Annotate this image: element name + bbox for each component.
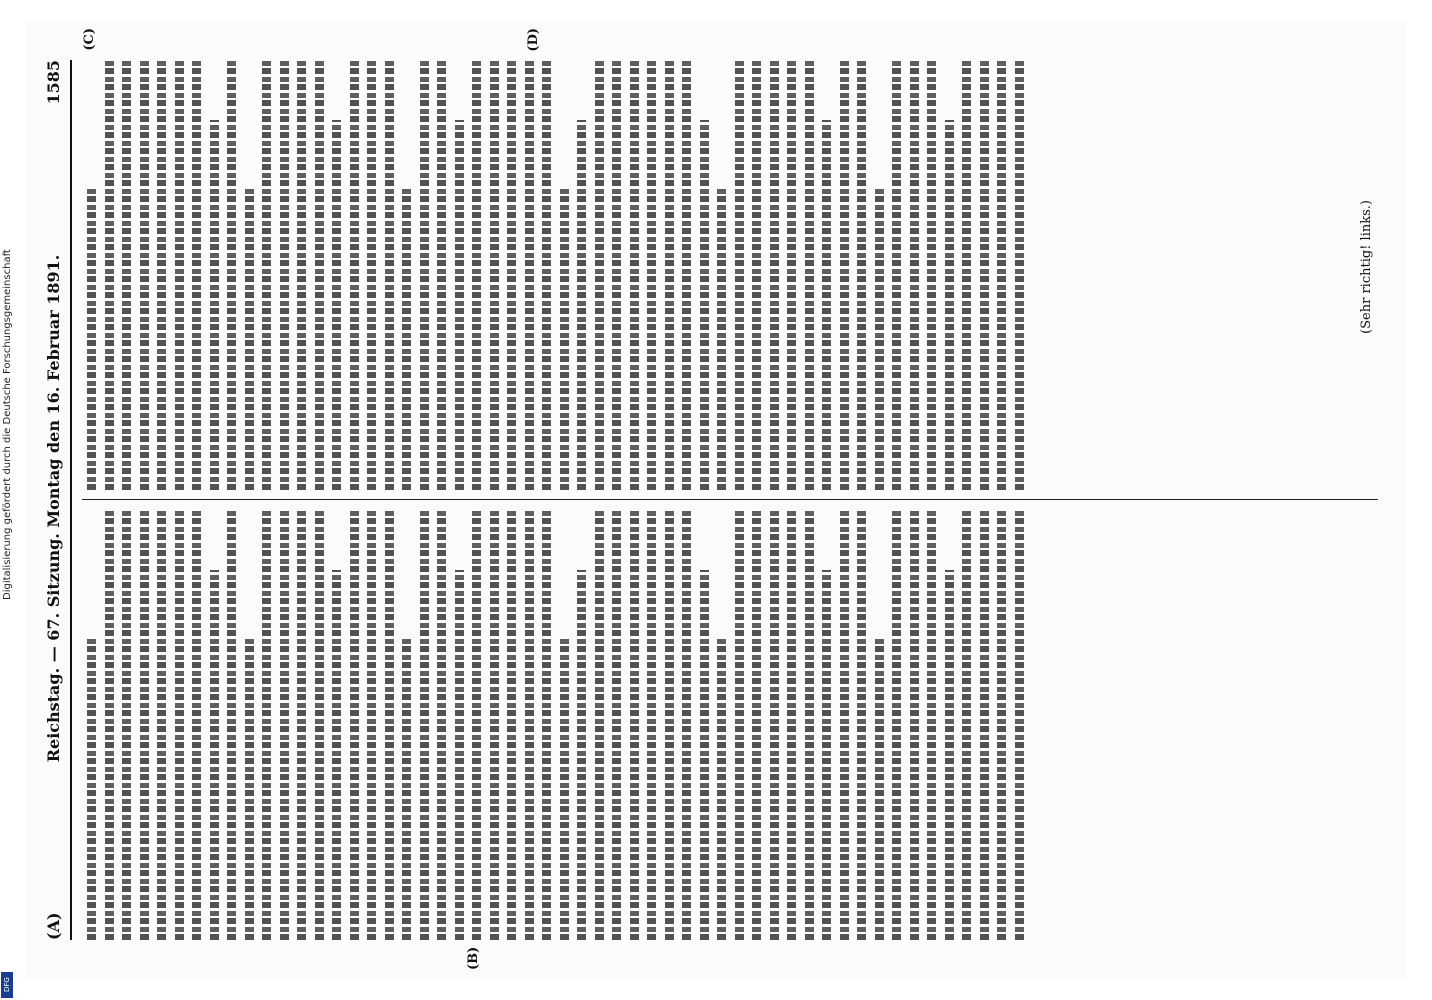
text-line-placeholder xyxy=(607,510,625,940)
text-line-ink xyxy=(612,510,621,940)
text-line-placeholder xyxy=(257,510,275,940)
text-line-ink xyxy=(175,510,184,940)
text-line-placeholder xyxy=(590,510,608,940)
text-line-placeholder xyxy=(240,60,258,490)
text-line-placeholder xyxy=(730,60,748,490)
text-line-placeholder xyxy=(887,60,905,490)
text-line-placeholder xyxy=(957,510,975,940)
text-line-ink xyxy=(630,510,639,940)
text-line-ink xyxy=(507,60,516,490)
text-line-placeholder xyxy=(432,60,450,490)
text-line-placeholder xyxy=(625,510,643,940)
text-line-placeholder xyxy=(607,60,625,490)
text-line-ink xyxy=(245,639,254,940)
text-line-placeholder xyxy=(222,510,240,940)
text-line-ink xyxy=(997,510,1006,940)
text-line-placeholder xyxy=(817,60,835,490)
text-line-placeholder xyxy=(800,60,818,490)
text-line-ink xyxy=(297,510,306,940)
text-line-ink xyxy=(297,60,306,490)
text-line-ink xyxy=(210,120,219,490)
right-column xyxy=(82,60,1378,490)
text-line-ink xyxy=(1015,510,1024,940)
text-line-placeholder xyxy=(870,510,888,940)
text-line-ink xyxy=(822,570,831,940)
dfg-logo: DFG xyxy=(1,972,13,998)
text-line-ink xyxy=(857,510,866,940)
text-line-ink xyxy=(315,60,324,490)
text-line-placeholder xyxy=(292,60,310,490)
text-line-placeholder xyxy=(555,60,573,490)
text-line-ink xyxy=(910,60,919,490)
text-line-ink xyxy=(892,60,901,490)
header-rule xyxy=(70,60,72,940)
text-line-ink xyxy=(700,120,709,490)
text-line-placeholder xyxy=(887,510,905,940)
text-line-placeholder xyxy=(712,60,730,490)
text-line-ink xyxy=(507,510,516,940)
text-line-ink xyxy=(787,510,796,940)
text-line-placeholder xyxy=(397,510,415,940)
text-line-ink xyxy=(752,510,761,940)
text-line-ink xyxy=(367,60,376,490)
text-line-placeholder xyxy=(1010,60,1028,490)
text-line-ink xyxy=(367,510,376,940)
text-line-ink xyxy=(595,60,604,490)
text-line-ink xyxy=(472,60,481,490)
text-line-placeholder xyxy=(747,510,765,940)
text-line-ink xyxy=(140,510,149,940)
text-line-placeholder xyxy=(660,60,678,490)
text-line-placeholder xyxy=(800,510,818,940)
text-line-placeholder xyxy=(100,60,118,490)
text-line-ink xyxy=(927,510,936,940)
text-line-ink xyxy=(525,60,534,490)
text-line-ink xyxy=(910,510,919,940)
text-line-placeholder xyxy=(415,510,433,940)
text-line-placeholder xyxy=(152,60,170,490)
text-line-placeholder xyxy=(922,60,940,490)
text-line-placeholder xyxy=(992,510,1010,940)
text-line-placeholder xyxy=(240,510,258,940)
text-line-placeholder xyxy=(450,60,468,490)
text-line-ink xyxy=(752,60,761,490)
text-line-placeholder xyxy=(502,60,520,490)
text-line-placeholder xyxy=(537,510,555,940)
text-line-ink xyxy=(665,60,674,490)
text-line-placeholder xyxy=(187,510,205,940)
text-line-ink xyxy=(192,60,201,490)
text-line-placeholder xyxy=(870,60,888,490)
text-line-ink xyxy=(630,60,639,490)
text-line-placeholder xyxy=(205,510,223,940)
text-line-ink xyxy=(490,510,499,940)
text-line-placeholder xyxy=(135,60,153,490)
text-line-ink xyxy=(857,60,866,490)
text-line-ink xyxy=(577,120,586,490)
text-line-ink xyxy=(595,510,604,940)
page-number: 1585 xyxy=(44,60,63,105)
text-line-ink xyxy=(787,60,796,490)
text-line-placeholder xyxy=(695,510,713,940)
text-line-ink xyxy=(927,60,936,490)
text-line-placeholder xyxy=(940,510,958,940)
text-line-placeholder xyxy=(327,60,345,490)
text-line-ink xyxy=(402,639,411,940)
text-line-ink xyxy=(980,60,989,490)
text-line-placeholder xyxy=(625,60,643,490)
text-line-placeholder xyxy=(222,60,240,490)
text-line-placeholder xyxy=(362,510,380,940)
text-line-ink xyxy=(875,189,884,490)
text-line-ink xyxy=(175,60,184,490)
text-line-placeholder xyxy=(485,60,503,490)
text-line-placeholder xyxy=(782,60,800,490)
text-line-ink xyxy=(105,510,114,940)
text-line-ink xyxy=(227,510,236,940)
text-line-placeholder xyxy=(1010,510,1028,940)
text-line-ink xyxy=(542,60,551,490)
text-line-placeholder xyxy=(450,510,468,940)
text-line-placeholder xyxy=(730,510,748,940)
text-line-placeholder xyxy=(782,510,800,940)
text-line-ink xyxy=(315,510,324,940)
text-line-ink xyxy=(280,510,289,940)
margin-marker-c: (C) xyxy=(82,28,97,51)
text-line-ink xyxy=(892,510,901,940)
text-line-placeholder xyxy=(940,60,958,490)
margin-marker-d: (D) xyxy=(526,28,541,52)
text-line-ink xyxy=(840,60,849,490)
text-line-ink xyxy=(665,510,674,940)
text-line-ink xyxy=(717,639,726,940)
text-line-placeholder xyxy=(415,60,433,490)
text-line-ink xyxy=(735,60,744,490)
text-line-placeholder xyxy=(852,510,870,940)
text-line-placeholder xyxy=(642,60,660,490)
text-line-ink xyxy=(980,510,989,940)
text-line-placeholder xyxy=(835,510,853,940)
text-line-placeholder xyxy=(257,60,275,490)
text-line-ink xyxy=(262,510,271,940)
text-line-placeholder xyxy=(992,60,1010,490)
text-line-ink xyxy=(875,639,884,940)
text-line-placeholder xyxy=(975,60,993,490)
text-line-placeholder xyxy=(502,510,520,940)
text-line-ink xyxy=(332,570,341,940)
document-page xyxy=(26,20,1406,980)
text-line-ink xyxy=(210,570,219,940)
text-line-ink xyxy=(945,570,954,940)
text-line-ink xyxy=(1015,60,1024,490)
text-line-ink xyxy=(385,60,394,490)
text-line-placeholder xyxy=(660,510,678,940)
text-line-placeholder xyxy=(152,510,170,940)
text-line-placeholder xyxy=(712,510,730,940)
text-line-placeholder xyxy=(520,60,538,490)
text-line-ink xyxy=(350,60,359,490)
text-line-placeholder xyxy=(310,60,328,490)
text-line-placeholder xyxy=(327,510,345,940)
text-line-ink xyxy=(402,189,411,490)
text-line-placeholder xyxy=(747,60,765,490)
margin-marker-b: (B) xyxy=(466,946,481,970)
text-line-placeholder xyxy=(187,60,205,490)
text-line-ink xyxy=(945,120,954,490)
text-line-placeholder xyxy=(432,510,450,940)
text-line-ink xyxy=(332,120,341,490)
text-line-ink xyxy=(840,510,849,940)
text-line-placeholder xyxy=(135,510,153,940)
text-line-ink xyxy=(157,60,166,490)
text-line-ink xyxy=(647,510,656,940)
text-line-ink xyxy=(227,60,236,490)
text-line-ink xyxy=(770,510,779,940)
text-line-ink xyxy=(437,510,446,940)
text-line-ink xyxy=(87,639,96,940)
text-line-ink xyxy=(140,60,149,490)
text-line-ink xyxy=(805,510,814,940)
text-line-placeholder xyxy=(275,60,293,490)
text-line-placeholder xyxy=(345,510,363,940)
text-line-ink xyxy=(262,60,271,490)
text-line-ink xyxy=(717,189,726,490)
text-line-placeholder xyxy=(905,60,923,490)
text-line-ink xyxy=(157,510,166,940)
text-line-placeholder xyxy=(922,510,940,940)
text-line-placeholder xyxy=(170,60,188,490)
text-line-placeholder xyxy=(292,510,310,940)
text-line-placeholder xyxy=(82,510,100,940)
text-line-placeholder xyxy=(485,510,503,940)
closing-remark: (Sehr richtig! links.) xyxy=(1359,200,1374,334)
text-line-placeholder xyxy=(205,60,223,490)
text-line-placeholder xyxy=(275,510,293,940)
text-line-ink xyxy=(122,60,131,490)
rotated-page-wrapper xyxy=(26,20,1406,980)
text-line-placeholder xyxy=(835,60,853,490)
left-column xyxy=(82,510,1378,940)
text-line-placeholder xyxy=(362,60,380,490)
text-line-ink xyxy=(682,510,691,940)
text-line-placeholder xyxy=(170,510,188,940)
text-line-ink xyxy=(385,510,394,940)
text-line-placeholder xyxy=(345,60,363,490)
text-line-placeholder xyxy=(695,60,713,490)
text-line-ink xyxy=(280,60,289,490)
text-line-placeholder xyxy=(852,60,870,490)
text-line-ink xyxy=(822,120,831,490)
text-line-ink xyxy=(997,60,1006,490)
text-line-placeholder xyxy=(380,510,398,940)
text-line-ink xyxy=(577,570,586,940)
text-line-ink xyxy=(560,639,569,940)
text-line-ink xyxy=(682,60,691,490)
text-line-ink xyxy=(735,510,744,940)
text-line-placeholder xyxy=(537,60,555,490)
text-line-placeholder xyxy=(100,510,118,940)
text-line-ink xyxy=(612,60,621,490)
page-header xyxy=(44,60,63,940)
text-line-placeholder xyxy=(555,510,573,940)
text-line-placeholder xyxy=(82,60,100,490)
text-line-ink xyxy=(87,189,96,490)
text-line-placeholder xyxy=(117,60,135,490)
text-line-ink xyxy=(805,60,814,490)
text-line-ink xyxy=(420,60,429,490)
text-line-ink xyxy=(455,120,464,490)
text-line-placeholder xyxy=(520,510,538,940)
header-left-marker: (A) xyxy=(44,912,63,940)
text-line-placeholder xyxy=(905,510,923,940)
text-line-ink xyxy=(962,60,971,490)
text-line-ink xyxy=(560,189,569,490)
text-line-ink xyxy=(105,60,114,490)
text-line-placeholder xyxy=(467,510,485,940)
text-line-ink xyxy=(700,570,709,940)
text-line-ink xyxy=(490,60,499,490)
text-line-placeholder xyxy=(817,510,835,940)
header-title: Reichstag. — 67. Sitzung. Montag den 16. Februar 1891. xyxy=(44,254,63,763)
text-line-placeholder xyxy=(397,60,415,490)
text-line-ink xyxy=(192,510,201,940)
text-line-ink xyxy=(437,60,446,490)
text-line-ink xyxy=(122,510,131,940)
text-line-placeholder xyxy=(642,510,660,940)
text-line-placeholder xyxy=(765,60,783,490)
text-line-placeholder xyxy=(590,60,608,490)
text-line-placeholder xyxy=(765,510,783,940)
text-line-placeholder xyxy=(677,60,695,490)
text-line-placeholder xyxy=(957,60,975,490)
text-line-ink xyxy=(245,189,254,490)
text-line-placeholder xyxy=(975,510,993,940)
text-line-placeholder xyxy=(677,510,695,940)
text-line-ink xyxy=(962,510,971,940)
text-line-ink xyxy=(350,510,359,940)
text-line-ink xyxy=(770,60,779,490)
text-line-ink xyxy=(472,510,481,940)
text-line-ink xyxy=(455,570,464,940)
text-line-ink xyxy=(647,60,656,490)
text-line-placeholder xyxy=(572,510,590,940)
text-line-ink xyxy=(525,510,534,940)
text-line-placeholder xyxy=(467,60,485,490)
text-line-ink xyxy=(420,510,429,940)
digitization-credit: Digitalisierung gefördert durch die Deutsche Forschungsgemeinschaft xyxy=(2,249,13,600)
text-line-ink xyxy=(542,510,551,940)
column-divider xyxy=(82,499,1378,500)
text-line-placeholder xyxy=(572,60,590,490)
text-line-placeholder xyxy=(310,510,328,940)
text-line-placeholder xyxy=(117,510,135,940)
text-line-placeholder xyxy=(380,60,398,490)
